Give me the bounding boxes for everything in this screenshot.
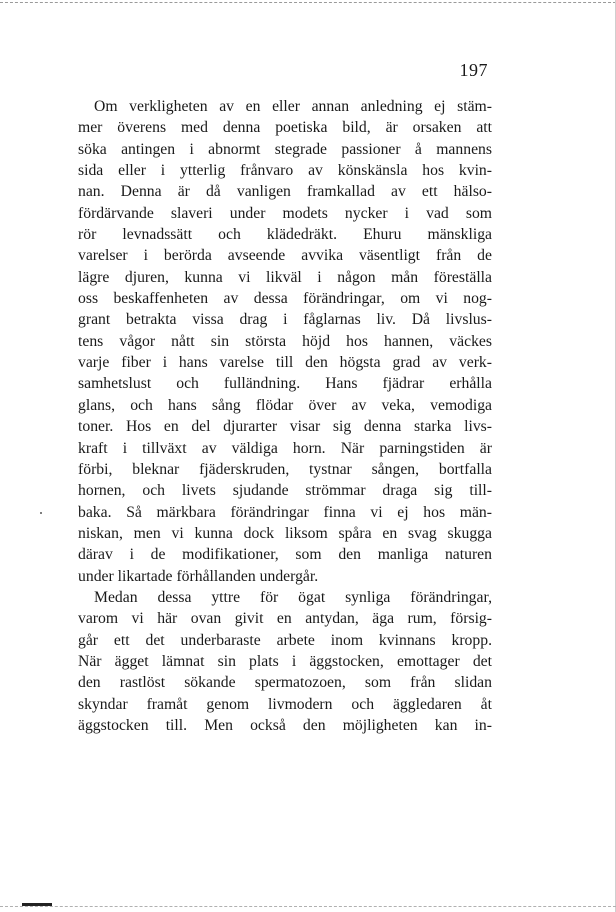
text-line: mer överens med denna poetiska bild, är orsaken att bbox=[78, 119, 492, 137]
text-line: nan. Denna är då vanligen framkallad av ett hälso- bbox=[78, 183, 492, 201]
text-line: går ett det underbaraste arbete inom kvinnans kropp. bbox=[78, 631, 492, 649]
text-line: Medan dessa yttre för ögat synliga förändringar, bbox=[94, 588, 492, 606]
text-line: hornen, och livets sjudande strömmar draga sig till- bbox=[78, 482, 492, 500]
text-line: fördärvande slaveri under modets nycker i vad som bbox=[78, 204, 492, 222]
text-line: skyndar framåt genom livmodern och äggledaren åt bbox=[78, 695, 492, 713]
text-line: baka. Så märkbara förändringar finna vi ej hos män- bbox=[78, 503, 492, 521]
text-line: därav i de modifikationer, som den manliga naturen bbox=[78, 546, 492, 564]
text-line: toner. Hos en del djurarter visar sig denna starka livs- bbox=[78, 418, 492, 436]
text-line: under likartade förhållanden undergår. bbox=[78, 567, 319, 585]
text-line: lägre djuren, kunna vi likväl i någon mån föreställa bbox=[78, 268, 492, 286]
text-line: niskan, men vi kunna dock liksom spåra en svag skugga bbox=[78, 524, 492, 542]
text-line: samhetslust och fulländning. Hans fjädrar erhålla bbox=[78, 375, 492, 393]
text-line: tens vågor nått sin största höjd hos hannen, väckes bbox=[78, 332, 492, 350]
text-line: varelser i berörda avseende avvika väsentligt från de bbox=[78, 247, 492, 265]
text-line: den rastlöst sökande spermatozoen, som från slidan bbox=[78, 674, 492, 692]
page-number: 197 bbox=[459, 60, 488, 80]
text-line: oss beskaffenheten av dessa förändringar, om vi nog- bbox=[78, 290, 492, 308]
text-line: grant betrakta vissa drag i fåglarnas liv. Då livslus- bbox=[78, 311, 492, 329]
text-line: varje fiber i hans varelse till den högsta grad av verk- bbox=[78, 354, 492, 372]
text-line: äggstocken till. Men också den möjligheten kan in- bbox=[78, 716, 492, 734]
text-line: kraft i tillväxt av väldiga horn. När parningstiden är bbox=[78, 439, 492, 457]
text-line: Om verkligheten av en eller annan anledning ej stäm- bbox=[94, 98, 492, 115]
text-line: varom vi här ovan givit en antydan, äga rum, försig- bbox=[78, 610, 492, 628]
text-line: sida eller i ytterlig frånvaro av könskänsla hos kvin- bbox=[78, 162, 492, 180]
top-edge-rule bbox=[0, 2, 616, 3]
bottom-edge-rule bbox=[0, 906, 616, 907]
text-line: rör levnadssätt och klädedräkt. Ehuru mänskliga bbox=[78, 226, 492, 244]
text-line: förbi, bleknar fjäderskruden, tystnar sången, bortfalla bbox=[78, 460, 492, 478]
text-line: söka antingen i abnormt stegrade passioner å mannens bbox=[78, 140, 492, 158]
text-line: När ägget lämnat sin plats i äggstocken, emottager det bbox=[78, 652, 492, 670]
text-line: glans, och hans sång flödar över av veka, vemodiga bbox=[78, 396, 492, 414]
margin-speck bbox=[40, 512, 42, 514]
body-text bbox=[78, 96, 492, 736]
